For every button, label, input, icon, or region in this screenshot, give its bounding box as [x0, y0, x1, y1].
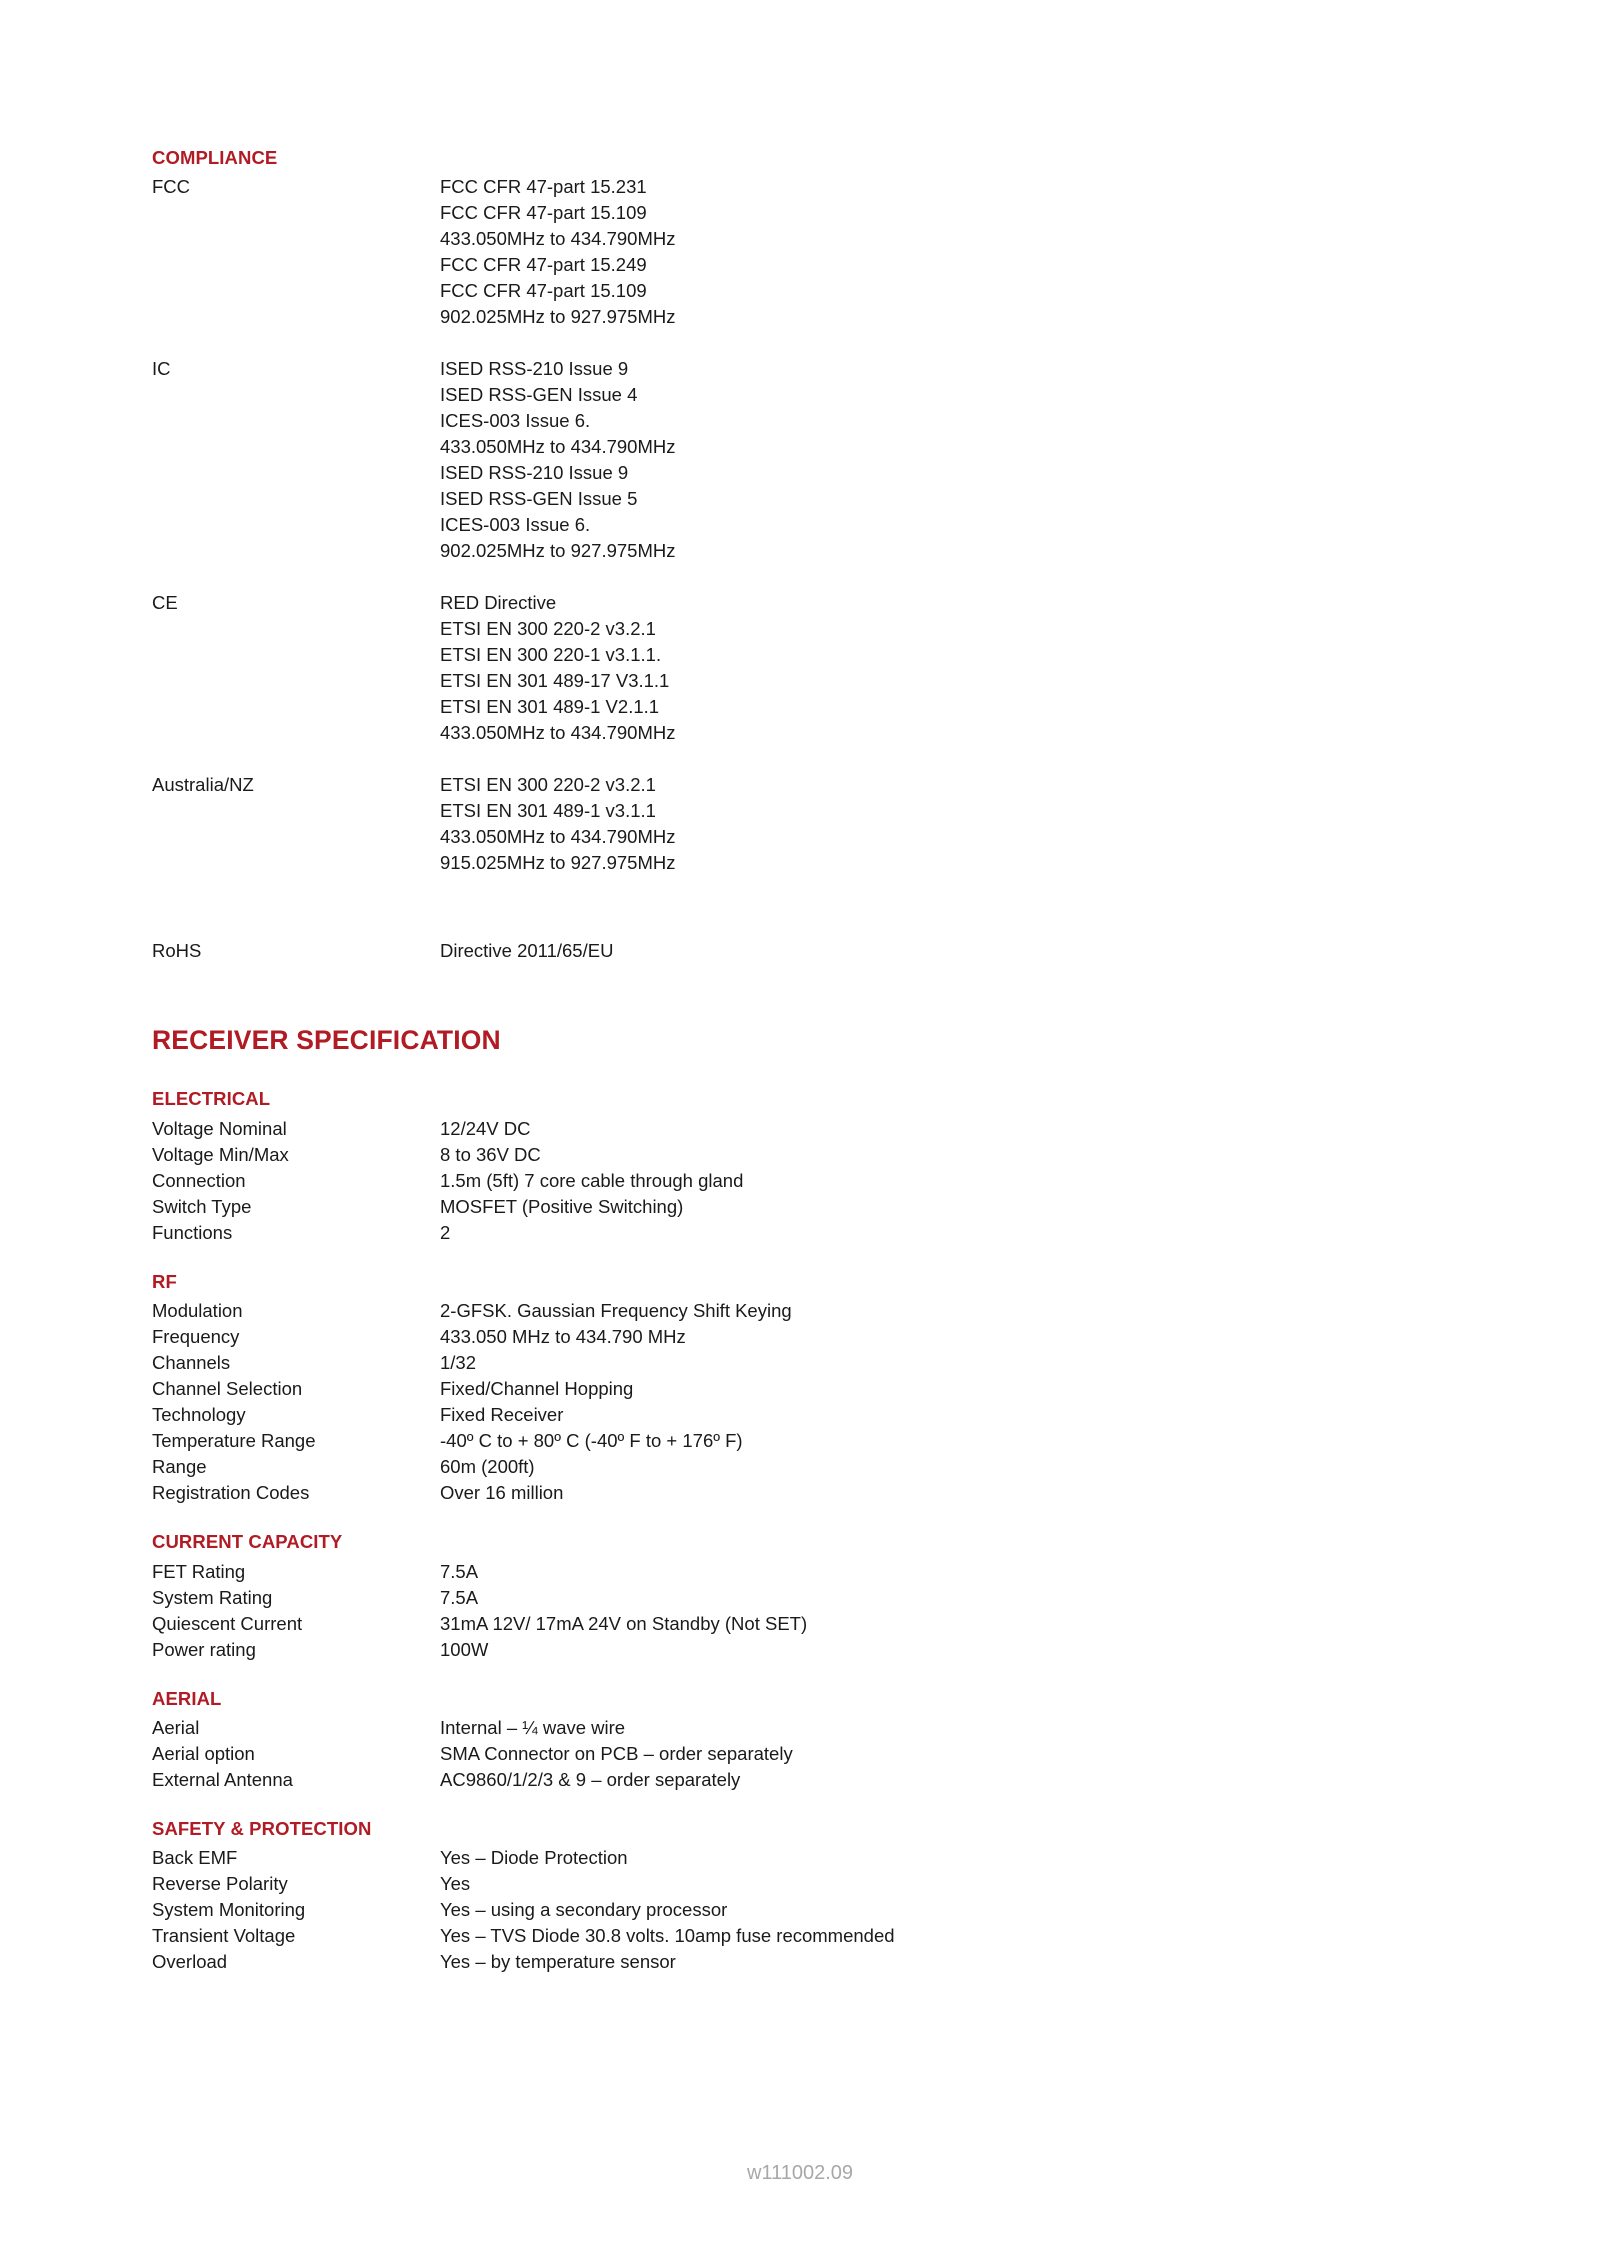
- spec-row: [152, 1923, 1452, 1949]
- spec-label: Channels: [152, 1352, 231, 1374]
- spec-label: Aerial option: [152, 1742, 255, 1764]
- section-heading-aerial: AERIAL: [152, 1687, 222, 1709]
- spacer: [152, 1663, 1452, 1689]
- spec-row: [152, 1559, 1452, 1585]
- section-heading-safety-protection: SAFETY & PROTECTION: [152, 1817, 372, 1839]
- spec-value: AC9860/1/2/3 & 9 – order separately: [440, 1768, 741, 1790]
- spec-value: Yes – Diode Protection: [440, 1847, 628, 1869]
- spec-value: SMA Connector on PCB – order separately: [440, 1742, 793, 1764]
- spec-value: 12/24V DC: [440, 1117, 531, 1139]
- compliance-value: 433.050MHz to 434.790MHz: [440, 826, 676, 848]
- spacer: [152, 564, 1452, 590]
- spec-row: [152, 1324, 1452, 1350]
- spec-value: 1/32: [440, 1352, 477, 1374]
- spec-label: Overload: [152, 1951, 228, 1973]
- section-heading-compliance: COMPLIANCE: [152, 147, 278, 168]
- compliance-value: FCC CFR 47-part 15.109: [440, 202, 647, 224]
- spec-value: Yes – by temperature sensor: [440, 1951, 676, 1973]
- spec-row: [152, 1611, 1452, 1637]
- compliance-value: ISED RSS-210 Issue 9: [440, 462, 629, 484]
- footer-document-code: w111002.09: [746, 2162, 853, 2184]
- spec-label: Channel Selection: [152, 1378, 303, 1400]
- spec-table-electrical: [152, 1116, 1452, 1246]
- spec-label: Voltage Min/Max: [152, 1143, 289, 1165]
- spec-value: Yes – TVS Diode 30.8 volts. 10amp fuse recommended: [440, 1925, 895, 1947]
- compliance-group-label: RoHS: [152, 940, 202, 962]
- compliance-value: ETSI EN 301 489-1 V2.1.1: [440, 696, 660, 718]
- compliance-group-label: CE: [152, 592, 178, 614]
- compliance-value: ICES-003 Issue 6.: [440, 514, 591, 536]
- spec-value: 2-GFSK. Gaussian Frequency Shift Keying: [440, 1300, 792, 1322]
- spec-value: Over 16 million: [440, 1482, 564, 1504]
- spec-label: Transient Voltage: [152, 1925, 296, 1947]
- compliance-value: ETSI EN 301 489-17 V3.1.1: [440, 670, 670, 692]
- spec-row: [152, 1767, 1452, 1793]
- spec-table-aerial: [152, 1715, 1452, 1793]
- spec-label: Connection: [152, 1169, 246, 1191]
- section-heading-electrical: ELECTRICAL: [152, 1088, 271, 1110]
- spec-row: [152, 1585, 1452, 1611]
- compliance-group-values: [440, 174, 1452, 330]
- spec-label: Power rating: [152, 1638, 256, 1660]
- compliance-group-label: Australia/NZ: [152, 774, 254, 796]
- spec-label: FET Rating: [152, 1560, 246, 1582]
- compliance-value: ETSI EN 300 220-2 v3.2.1: [440, 618, 656, 640]
- spec-value: 433.050 MHz to 434.790 MHz: [440, 1326, 686, 1348]
- spec-row: [152, 1220, 1452, 1246]
- spacer: [152, 1055, 1452, 1089]
- compliance-group-values: [440, 590, 1452, 746]
- spec-row: [152, 1350, 1452, 1376]
- spacer: [152, 964, 1452, 1026]
- compliance-value: Directive 2011/65/EU: [440, 940, 614, 962]
- spec-label: Modulation: [152, 1300, 243, 1322]
- spec-label: Quiescent Current: [152, 1612, 303, 1634]
- spec-value: 2: [440, 1221, 451, 1243]
- spec-row: [152, 1637, 1452, 1663]
- spec-row: [152, 1428, 1452, 1454]
- compliance-value: 902.025MHz to 927.975MHz: [440, 306, 676, 328]
- compliance-value: FCC CFR 47-part 15.231: [440, 176, 647, 198]
- spec-label: Registration Codes: [152, 1482, 310, 1504]
- spacer: [152, 746, 1452, 772]
- spec-table-safety-protection: [152, 1845, 1452, 1975]
- compliance-group-fcc: [152, 174, 1452, 330]
- spec-row: [152, 1116, 1452, 1142]
- compliance-group-values: [440, 938, 1452, 964]
- spec-label: Temperature Range: [152, 1430, 316, 1452]
- spec-row: [152, 1142, 1452, 1168]
- spec-table-current-capacity: [152, 1559, 1452, 1663]
- compliance-value: ISED RSS-GEN Issue 5: [440, 488, 638, 510]
- spec-row: [152, 1402, 1452, 1428]
- spec-value: MOSFET (Positive Switching): [440, 1195, 684, 1217]
- spec-label: System Rating: [152, 1586, 273, 1608]
- compliance-group-ce: [152, 590, 1452, 746]
- spacer: [152, 876, 1452, 938]
- document-content: [152, 148, 1452, 1975]
- compliance-value: 902.025MHz to 927.975MHz: [440, 540, 676, 562]
- page-title-receiver-specification: RECEIVER SPECIFICATION: [152, 1025, 501, 1056]
- spec-value: Fixed/Channel Hopping: [440, 1378, 634, 1400]
- spacer: [152, 1246, 1452, 1272]
- spec-row: [152, 1741, 1452, 1767]
- spec-row: [152, 1715, 1452, 1741]
- compliance-value: ISED RSS-GEN Issue 4: [440, 384, 638, 406]
- compliance-value: ETSI EN 300 220-2 v3.2.1: [440, 774, 656, 796]
- spec-value: 8 to 36V DC: [440, 1143, 541, 1165]
- compliance-value: ETSI EN 301 489-1 v3.1.1: [440, 800, 656, 822]
- spacer: [152, 1506, 1452, 1532]
- spec-table-rf: [152, 1298, 1452, 1506]
- compliance-group-ic: [152, 356, 1452, 564]
- compliance-group-label: IC: [152, 358, 171, 380]
- section-heading-current-capacity: CURRENT CAPACITY: [152, 1531, 343, 1553]
- compliance-group-values: [440, 356, 1452, 564]
- compliance-group-values: [440, 772, 1452, 876]
- spec-value: 60m (200ft): [440, 1456, 535, 1478]
- section-heading-rf: RF: [152, 1270, 177, 1292]
- spec-value: Fixed Receiver: [440, 1404, 564, 1426]
- compliance-value: ICES-003 Issue 6.: [440, 410, 591, 432]
- spec-label: Reverse Polarity: [152, 1873, 288, 1895]
- compliance-value: RED Directive: [440, 592, 557, 614]
- spec-value: Yes – using a secondary processor: [440, 1899, 728, 1921]
- spec-value: 7.5A: [440, 1560, 479, 1582]
- spec-label: Aerial: [152, 1716, 200, 1738]
- spec-label: Back EMF: [152, 1847, 238, 1869]
- spec-value: Internal – ¼ wave wire: [440, 1716, 626, 1738]
- spec-label: External Antenna: [152, 1768, 293, 1790]
- spec-label: Voltage Nominal: [152, 1117, 287, 1139]
- spec-value: -40º C to + 80º C (-40º F to + 176º F): [440, 1430, 743, 1452]
- spec-value: 1.5m (5ft) 7 core cable through gland: [440, 1169, 744, 1191]
- spec-row: [152, 1845, 1452, 1871]
- compliance-group-australia-nz: [152, 772, 1452, 876]
- spec-row: [152, 1168, 1452, 1194]
- spacer: [152, 1793, 1452, 1819]
- spec-row: [152, 1949, 1452, 1975]
- spec-label: Frequency: [152, 1326, 240, 1348]
- compliance-value: ISED RSS-210 Issue 9: [440, 358, 629, 380]
- spec-label: Switch Type: [152, 1195, 252, 1217]
- spec-row: [152, 1194, 1452, 1220]
- compliance-value: 433.050MHz to 434.790MHz: [440, 228, 676, 250]
- spec-row: [152, 1454, 1452, 1480]
- spec-label: Technology: [152, 1404, 246, 1426]
- spec-row: [152, 1871, 1452, 1897]
- compliance-group-label: FCC: [152, 176, 191, 198]
- spec-value: Yes: [440, 1873, 471, 1895]
- spec-row: [152, 1376, 1452, 1402]
- spec-row: [152, 1298, 1452, 1324]
- compliance-value: 433.050MHz to 434.790MHz: [440, 722, 676, 744]
- compliance-value: FCC CFR 47-part 15.249: [440, 254, 647, 276]
- spec-value: 100W: [440, 1638, 489, 1660]
- spec-value: 31mA 12V/ 17mA 24V on Standby (Not SET): [440, 1612, 808, 1634]
- spec-row: [152, 1480, 1452, 1506]
- compliance-value: ETSI EN 300 220-1 v3.1.1.: [440, 644, 662, 666]
- compliance-value: 915.025MHz to 927.975MHz: [440, 852, 676, 874]
- spec-label: System Monitoring: [152, 1899, 306, 1921]
- compliance-group-rohs: [152, 938, 1452, 964]
- spec-label: Range: [152, 1456, 207, 1478]
- spec-value: 7.5A: [440, 1586, 479, 1608]
- compliance-value: 433.050MHz to 434.790MHz: [440, 436, 676, 458]
- spacer: [152, 330, 1452, 356]
- compliance-value: FCC CFR 47-part 15.109: [440, 280, 647, 302]
- spec-row: [152, 1897, 1452, 1923]
- spec-label: Functions: [152, 1221, 233, 1243]
